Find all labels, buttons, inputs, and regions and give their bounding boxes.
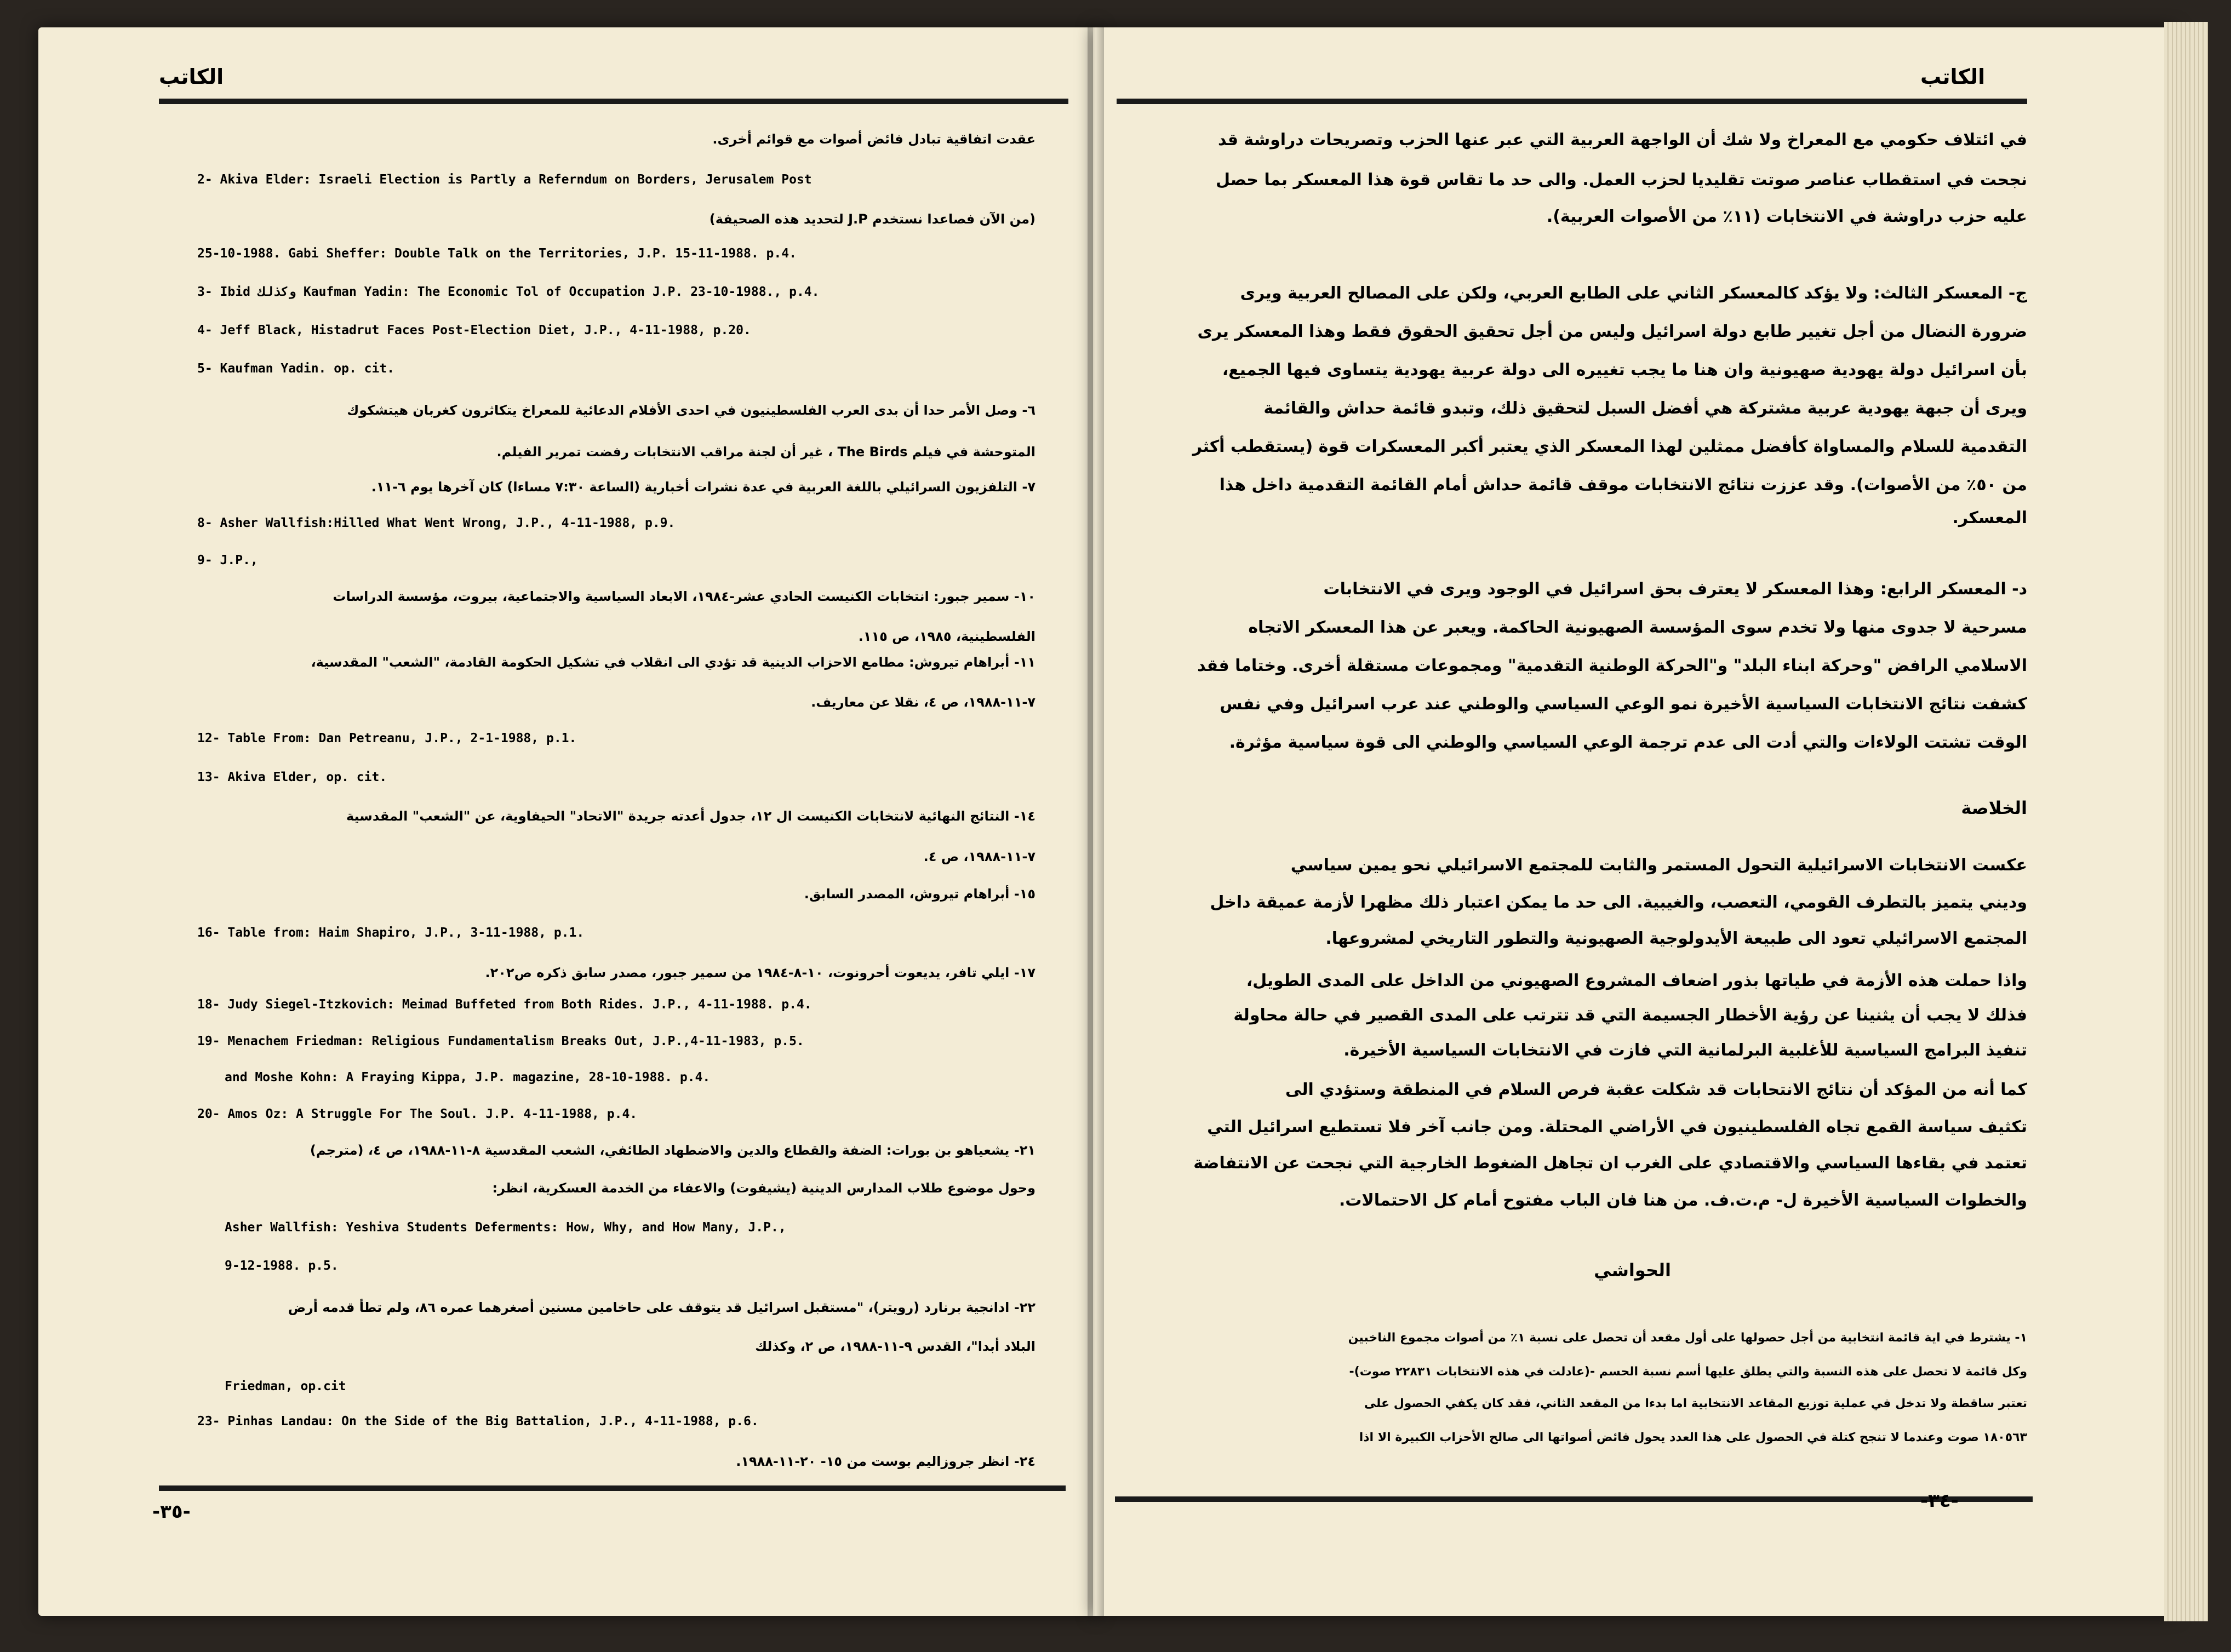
footnote-line: 23- Pinhas Landau: On the Side of the Big Battalion, J.P., 4-11-1988, p.6. [197, 1414, 759, 1429]
footnote-line: 8- Asher Wallfish:Hilled What Went Wrong, J.P., 4-11-1988, p.9. [197, 516, 676, 530]
footnote-line: ٦- وصل الأمر حدا أن بدى العرب الفلسطينيون في احدى الأفلام الدعائية للمعراخ يتكاثرون كغربان هيتشكوك [347, 403, 1036, 418]
body-line: في ائتلاف حكومي مع المعراخ ولا شك أن الواجهة العربية التي عبر عنها الحزب وتصريحات دراوشة قد [1217, 130, 2027, 150]
conclusion-line: تنفيذ البرامج السياسية للأغلبية البرلمانية التي فازت في الانتخابات السياسية الأخيرة. [1343, 1041, 2027, 1060]
footnote-line: المتوحشة في فيلم The Birds ، غير أن لجنة مراقب الانتخابات رفضت تمرير الفيلم. [496, 444, 1036, 460]
footnote-line: 12- Table From: Dan Petreanu, J.P., 2-1-1988, p.1. [197, 731, 577, 745]
conclusion-heading: الخلاصة [1961, 798, 2027, 818]
left-footer-rule [159, 1485, 1066, 1491]
footnote-line: البلاد أبدا"، القدس ٩-١١-١٩٨٨، ص ٢، وكذلك [755, 1339, 1036, 1354]
footnote-line: ١٨٠٥٦٣ صوت وعندما لا تنجح كتلة في الحصول على هذا العدد يحول فائض أصواتها الى صالح الأحزاب الكبيرة الا اذا [1359, 1431, 2027, 1444]
footnote-line: 2- Akiva Elder: Israeli Election is Partly a Referndum on Borders, Jerusalem Post [197, 173, 812, 187]
body-line: بأن اسرائيل دولة يهودية صهيونية وان هنا ما يجب تغييره الى دولة عربية يهودية يتساوى فيها الجميع، [1222, 360, 2027, 380]
footnote-line: ٧-١١-١٩٨٨، ص ٤، نقلا عن معاريف. [811, 695, 1036, 710]
conclusion-line: كما أنه من المؤكد أن نتائج الانتحابات قد شكلت عقبة فرص السلام في المنطقة وستؤدي الى [1285, 1080, 2027, 1099]
conclusion-line: المجتمع الاسرائيلي تعود الى طبيعة الأيدولوجية الصهيونية والتطور التاريخي لمشروعها. [1325, 929, 2027, 948]
footnote-line: 19- Menachem Friedman: Religious Fundamentalism Breaks Out, J.P.,4-11-1983, p.5. [197, 1034, 804, 1048]
footnote-line: 20- Amos Oz: A Struggle For The Soul. J.P. 4-11-1988, p.4. [197, 1107, 638, 1121]
book-gutter [1088, 27, 1104, 1616]
body-line: كشفت نتائج الانتخابات السياسية الأخيرة نمو الوعي السياسي والوطني عند عرب اسرائيل وفي نفس [1220, 695, 2027, 714]
footnote-line: ٢١- يشعياهو بن بورات: الضفة والقطاع والدين والاضطهاد الطائفي، الشعب المقدسية ٨-١١-١٩٨٨، ص ٤، (مترجم) [310, 1143, 1036, 1158]
footnote-line: ١٤- النتائج النهائية لانتخابات الكنيست ال ١٢، جدول أعدته جريدة "الاتحاد" الحيفاوية، عن "الشعب" المقدسية [346, 808, 1036, 824]
right-header-rule [1117, 99, 2027, 104]
body-line: نجحت في استقطاب عناصر صوتت تقليديا لحزب العمل. والى حد ما تقاس قوة هذا المعسكر بما حصل [1215, 170, 2027, 190]
footnote-line: ١٥- أبراهام تيروش، المصدر السابق. [804, 886, 1036, 902]
footnote-line: وكل قائمة لا تحصل على هذه النسبة والتي يطلق عليها أسم نسبة الحسم -(عادلت في هذه الانتخابات ٢٢٨٣١ صوت)- [1349, 1365, 2027, 1379]
footnote-line: عقدت اتفاقية تبادل فائض أصوات مع قوائم أخرى. [712, 131, 1036, 147]
body-line: د- المعسكر الرابع: وهذا المعسكر لا يعترف بحق اسرائيل في الوجود ويرى في الانتخابات [1323, 580, 2027, 599]
body-line: المعسكر. [1952, 508, 2027, 527]
conclusion-line: وديني يتميز بالتطرف القومي، التعصب، والغيبية. الى حد ما يمكن اعتبار ذلك مظهرا لأزمة عميقة داخل [1210, 893, 2027, 912]
conclusion-line: واذا حملت هذه الأزمة في طياتها بذور اضعاف المشروع الصهيوني من الداخل على المدى الطويل، [1246, 971, 2027, 990]
footnote-line: 18- Judy Siegel-Itzkovich: Meimad Buffeted from Both Rides. J.P., 4-11-1988. p.4. [197, 997, 812, 1012]
body-line: ويرى أن جبهة يهودية عربية مشتركة هي أفضل السبل لتحقيق ذلك، وتبدو قائمة حداش والقائمة [1263, 399, 2027, 418]
right-page-number: -٣٤- [1920, 1490, 1959, 1512]
body-line: ضرورة النضال من أجل تغيير طابع دولة اسرائيل وليس من أجل تحقيق الحقوق فقط وهذا المعسكر يرى [1197, 322, 2027, 341]
footnote-line: 4- Jeff Black, Histadrut Faces Post-Election Diet, J.P., 4-11-1988, p.20. [197, 323, 751, 337]
footnote-line: ٢٢- ادانجية برنارد (رويتر)، "مستقبل اسرائيل قد يتوقف على حاخامين مسنين أصغرهما عمره ٨٦، ولم تطأ قدمه أرض [288, 1300, 1036, 1315]
footnote-line: ٧- التلفزيون السرائيلي باللغة العربية في عدة نشرات أخبارية (الساعة ٧:٣٠ مساءا) كان آخرها يوم ٦-١١. [371, 479, 1036, 495]
footnote-line: 13- Akiva Elder, op. cit. [197, 770, 387, 784]
body-line: الوقت تشتت الولاءات والتي أدت الى عدم ترجمة الوعي السياسي والوطني الى قوة سياسية مؤثرة. [1229, 733, 2027, 752]
footnote-line: الفلسطينية، ١٩٨٥، ص ١١٥. [858, 629, 1036, 644]
body-line: من ٥٠٪ من الأصوات). وقد عززت نتائج الانتخابات موقف قائمة حداش أمام القائمة التقدمية داخل هذا [1219, 475, 2027, 495]
right-page-header: الكاتب [1920, 65, 1986, 89]
footnote-line: 9-12-1988. p.5. [225, 1259, 339, 1273]
footnote-line: Friedman, op.cit [225, 1379, 346, 1393]
conclusion-line: تعتمد في بقاءها السياسي والاقتصادي على الغرب ان تجاهل الضغوط الخارجية التي نجحت عن الانتفاضة [1193, 1154, 2027, 1173]
conclusion-line: والخطوات السياسية الأخيرة ل- م.ت.ف. من هنا فان الباب مفتوح أمام كل الاحتمالات. [1338, 1191, 2027, 1210]
footnote-line: وحول موضوع طلاب المدارس الدينية (يشيفوت) والاعفاء من الخدمة العسكرية، انظر: [492, 1180, 1036, 1196]
notes-heading: الحواشي [1594, 1260, 1671, 1281]
body-line: عليه حزب دراوشة في الانتخابات (١١٪ من الأصوات العربية). [1546, 207, 2027, 226]
left-page-header: الكاتب [159, 65, 224, 89]
right-footer-rule [1115, 1496, 2033, 1502]
body-line: مسرحية لا جدوى منها ولا تخدم سوى المؤسسة الصهيونية الحاكمة. ويعبر عن هذا المعسكر الاتجاه [1248, 618, 2027, 637]
footnote-line: ٧-١١-١٩٨٨، ص ٤. [923, 849, 1036, 864]
footnote-line: ١- يشترط في اية قائمة انتخابية من أجل حصولها على أول مقعد أن تحصل على نسبة ١٪ من أصوات مجموع الناخبين [1348, 1331, 2027, 1345]
footnote-line: 9- J.P., [197, 553, 258, 567]
footnote-line: (من الآن فصاعدا نستخدم J.P لتحديد هذه الصحيفة) [709, 211, 1036, 227]
conclusion-line: تكثيف سياسة القمع تجاه الفلسطينيون في الأراضي المحتلة. ومن جانب آخر فلا تستطيع اسرائيل التي [1207, 1117, 2027, 1137]
footnote-line: ١١- أبراهام تيروش: مطامع الاحزاب الدينية قد تؤدي الى انقلاب في تشكيل الحكومة القادمة، "الشعب" المقدسية، [311, 655, 1036, 670]
footnote-line: 16- Table from: Haim Shapiro, J.P., 3-11-1988, p.1. [197, 926, 585, 940]
conclusion-line: عكست الانتخابات الاسرائيلية التحول المستمر والثابت للمجتمع الاسرائيلي نحو يمين سياسي [1290, 856, 2027, 875]
left-header-rule [159, 99, 1068, 104]
body-line: التقدمية للسلام والمساواة كأفضل ممثلين لهذا المعسكر الذي يعتبر أكبر المعسكرات قوة (يستقطب أكثر [1192, 437, 2027, 456]
footnote-line: 25-10-1988. Gabi Sheffer: Double Talk on the Territories, J.P. 15-11-1988. p.4. [197, 246, 797, 261]
footnote-line: 3- Ibid وكذلك Kaufman Yadin: The Economic Tol of Occupation J.P. 23-10-1988., p.4. [197, 285, 820, 299]
conclusion-line: فذلك لا يجب أن يثنينا عن رؤية الأخطار الجسيمة التي قد تترتب على المدى القصير في حالة محاولة [1233, 1006, 2027, 1025]
left-page-number: -٣٥- [152, 1501, 191, 1523]
footnote-line: ١٧- ايلي تافر، يديعوت أحرونوت، ١٠-٨-١٩٨٤ من سمير جبور، مصدر سابق ذكره ص٢٠٢. [485, 965, 1036, 980]
footnote-line: and Moshe Kohn: A Fraying Kippa, J.P. magazine, 28-10-1988. p.4. [225, 1070, 711, 1085]
footnote-line: 5- Kaufman Yadin. op. cit. [197, 362, 395, 376]
footnote-line: Asher Wallfish: Yeshiva Students Deferments: How, Why, and How Many, J.P., [225, 1220, 786, 1235]
page-edges [2164, 22, 2208, 1621]
footnote-line: ٢٤- انظر جروزاليم بوست من ١٥- ٢٠-١١-١٩٨٨. [736, 1454, 1036, 1469]
body-line: ج- المعسكر الثالث: ولا يؤكد كالمعسكر الثاني على الطابع العربي، ولكن على المصالح العربية ويرى [1240, 284, 2027, 303]
footnote-line: ١٠- سمير جبور: انتخابات الكنيست الحادي عشر-١٩٨٤، الابعاد السياسية والاجتماعية، بيروت، مؤسسة الدراسات [333, 589, 1036, 604]
footnote-line: تعتبر ساقطة ولا تدخل في عملية توزيع المقاعد الانتخابية اما بدءا من المقعد الثاني، فقد كان يكفي الحصول على [1364, 1397, 2027, 1410]
body-line: الاسلامي الرافض "وحركة ابناء البلد" و"الحركة الوطنية التقدمية" ومجموعات مستقلة أخرى. وختاما فقد [1197, 656, 2027, 675]
